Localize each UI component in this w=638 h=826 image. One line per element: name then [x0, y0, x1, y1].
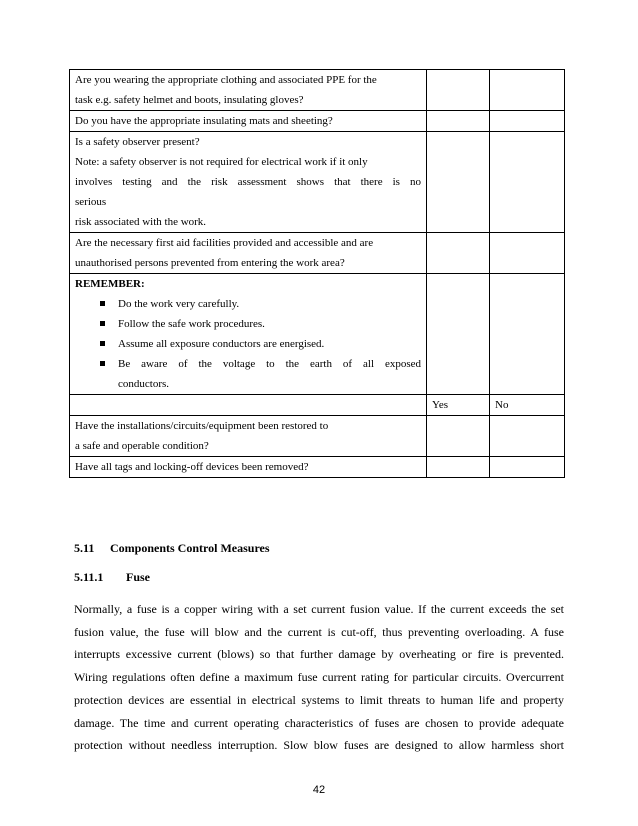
section-number: 5.11 [74, 541, 95, 555]
question-cell [70, 111, 427, 132]
list-item-text: Do the work very carefully. [118, 298, 240, 310]
table-row [70, 233, 565, 274]
question-text: Note: a safety observer is not required for electrical work if it only [75, 156, 368, 168]
yes-header: Yes [427, 395, 490, 416]
section-title: Components Control Measures [110, 541, 270, 555]
answer-cell[interactable] [490, 132, 565, 233]
answer-cell[interactable] [427, 70, 490, 111]
question-text: unauthorised persons prevented from entering the work area? [75, 257, 345, 269]
paragraph-line: Wiring regulations often define a maximum fuse current rating for particular circuits. Overcurrent [74, 670, 564, 685]
answer-cell[interactable] [490, 70, 565, 111]
table-row [70, 457, 565, 478]
empty-cell [427, 274, 490, 395]
answer-cell[interactable] [490, 457, 565, 478]
question-text: Are you wearing the appropriate clothing and associated PPE for the [75, 74, 377, 86]
subsection-title: Fuse [126, 570, 150, 584]
question-text: Is a safety observer present? [75, 136, 200, 148]
subsection-heading [74, 570, 150, 585]
empty-cell [70, 395, 427, 416]
paragraph-line: interrupts excessive current (blows) so that further damage by overheating or fire is prevented. [74, 647, 564, 662]
remember-cell [70, 274, 427, 395]
answer-cell[interactable] [427, 416, 490, 457]
question-cell [70, 233, 427, 274]
table-row [70, 132, 565, 233]
question-text: involves testing and the risk assessment shows that there is no [75, 176, 421, 188]
answer-cell[interactable] [427, 111, 490, 132]
question-cell [70, 132, 427, 233]
list-item [100, 354, 421, 394]
table-row [70, 416, 565, 457]
question-text: Have the installations/circuits/equipment been restored to [75, 420, 329, 432]
question-text: serious [75, 196, 107, 208]
square-bullet-icon [100, 321, 105, 326]
question-text: Are the necessary first aid facilities provided and accessible and are [75, 237, 374, 249]
list-item [100, 334, 421, 354]
list-item [100, 314, 421, 334]
remember-list [75, 294, 421, 394]
list-item [100, 294, 421, 314]
table-row [70, 111, 565, 132]
question-cell [70, 70, 427, 111]
question-text: a safe and operable condition? [75, 440, 209, 452]
question-text: task e.g. safety helmet and boots, insulating gloves? [75, 94, 304, 106]
answer-cell[interactable] [490, 233, 565, 274]
remember-row [70, 274, 565, 395]
no-header: No [490, 395, 565, 416]
paragraph-line: Normally, a fuse is a copper wiring with a set current fusion value. If the current exceeds the set [74, 602, 564, 616]
answer-cell[interactable] [427, 132, 490, 233]
remember-title: REMEMBER: [75, 278, 145, 290]
list-item-text: Assume all exposure conductors are energised. [118, 338, 325, 350]
square-bullet-icon [100, 341, 105, 346]
answer-cell[interactable] [490, 416, 565, 457]
question-text: risk associated with the work. [75, 216, 207, 228]
paragraph-line: damage. The time and current operating characteristics of fuses are chosen to provide adequate [74, 715, 564, 730]
paragraph-line: protection devices are essential in electrical systems to limit threats to human life and property [74, 692, 564, 707]
question-text: Have all tags and locking-off devices been removed? [75, 461, 309, 473]
header-row [70, 395, 565, 416]
list-item-text: Follow the safe work procedures. [118, 318, 265, 330]
list-item-text: Be aware of the voltage to the earth of all exposed [118, 358, 421, 370]
paragraph-line: protection without needless interruption. Slow blow fuses are designed to allow harmless short [74, 738, 564, 753]
question-cell [70, 457, 427, 478]
section-heading [74, 541, 270, 556]
answer-cell[interactable] [427, 233, 490, 274]
question-text: Do you have the appropriate insulating mats and sheeting? [75, 115, 333, 127]
answer-cell[interactable] [490, 111, 565, 132]
safety-checklist-table [69, 69, 565, 478]
body-paragraph [74, 598, 564, 757]
square-bullet-icon [100, 301, 105, 306]
table-row [70, 70, 565, 111]
list-item-continuation: conductors. [118, 378, 170, 390]
paragraph-line: fusion value, the fuse will blow and the current is cut-off, thus preventing overloading. A fuse [74, 624, 564, 639]
question-cell [70, 416, 427, 457]
answer-cell[interactable] [427, 457, 490, 478]
subsection-number: 5.11.1 [74, 570, 104, 584]
empty-cell [490, 274, 565, 395]
square-bullet-icon [100, 361, 105, 366]
page-number: 42 [312, 784, 326, 796]
